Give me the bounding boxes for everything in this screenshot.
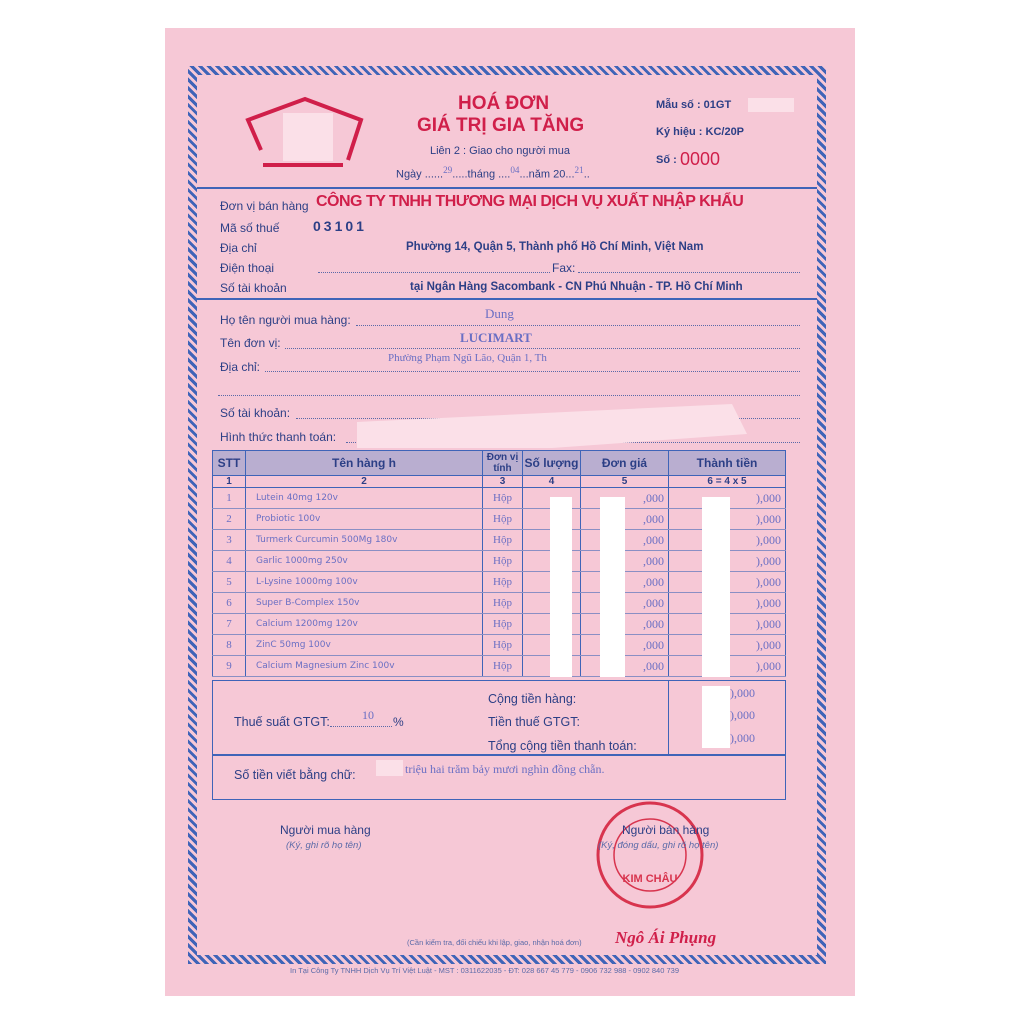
- table-row: [213, 572, 786, 593]
- row-product-name: Turmerk Curcumin 500Mg 180v: [246, 530, 483, 551]
- redaction: [600, 497, 625, 677]
- row-unit: Hộp: [483, 593, 523, 614]
- row-stt: 4: [213, 551, 246, 572]
- copy-label: Liên 2 : Giao cho người mua: [430, 145, 570, 157]
- row-stt: 6: [213, 593, 246, 614]
- year-value: 21: [574, 165, 584, 175]
- total-value: ),000: [730, 731, 755, 745]
- seller-phone-label: Điện thoại: [220, 261, 275, 275]
- col-unit: Đơn vị tính: [483, 451, 523, 476]
- seller-account-label: Số tài khoản: [220, 281, 287, 295]
- buyer-unit-label: Tên đơn vị:: [220, 336, 281, 350]
- printer-info: In Tại Công Ty TNHH Dịch Vụ Trí Việt Luật - MST : 0311622035 - ĐT: 028 667 45 779 - 0906 732 988 - 0902 840 739: [290, 966, 679, 975]
- col-number: 4: [523, 476, 581, 488]
- table-row: [213, 509, 786, 530]
- col-qty: Số lượng: [523, 451, 581, 476]
- total-label: Tổng cộng tiền thanh toán:: [488, 739, 637, 753]
- invoice-symbol: Ký hiệu : KC/20P: [656, 126, 745, 138]
- row-stt: 1: [213, 488, 246, 509]
- col-number: 1: [213, 476, 246, 488]
- fax-line: [578, 272, 800, 273]
- row-stt: 9: [213, 656, 246, 677]
- row-price: ,000: [581, 656, 669, 677]
- table-row: [213, 635, 786, 656]
- buyer-name: Dung: [485, 306, 514, 321]
- table-row: [213, 656, 786, 677]
- vat-rate-line: [330, 726, 392, 727]
- form-number: Mẫu số : 01GT: [656, 99, 732, 111]
- row-unit: Hộp: [483, 635, 523, 656]
- row-product-name: Super B-Complex 150v: [246, 593, 483, 614]
- redaction: [748, 98, 794, 112]
- row-product-name: ZinC 50mg 100v: [246, 635, 483, 656]
- invoice-number: 0000: [680, 149, 721, 169]
- row-unit: Hộp: [483, 530, 523, 551]
- seller-address: Phường 14, Quận 5, Thành phố Hồ Chí Minh, Việt Nam: [406, 241, 704, 253]
- vat-rate-value: 10: [362, 708, 374, 722]
- seller-bank: tại Ngân Hàng Sacombank - CN Phú Nhuận - TP. Hồ Chí Minh: [410, 281, 743, 293]
- vat-label: Tiền thuế GTGT:: [488, 715, 580, 729]
- table-row: [213, 593, 786, 614]
- subtotal-label: Cộng tiền hàng:: [488, 692, 577, 706]
- day-value: 29: [443, 165, 453, 175]
- buyer-unit-line: [285, 348, 800, 349]
- amount-in-words: triệu hai trăm bảy mươi nghìn đồng chẵn.: [405, 762, 605, 776]
- seller-signature-label: Người bán hàng: [622, 823, 710, 837]
- col-number: 5: [581, 476, 669, 488]
- row-price: ,000: [581, 509, 669, 530]
- seller-tax-label: Mã số thuế: [220, 221, 280, 235]
- row-amount: ),000: [669, 509, 786, 530]
- table-row: [213, 551, 786, 572]
- table-row: [213, 488, 786, 509]
- phone-line: [318, 272, 550, 273]
- month-value: 04: [510, 165, 520, 175]
- row-product-name: Lutein 40mg 120v: [246, 488, 483, 509]
- row-amount: ),000: [669, 614, 786, 635]
- seller-signer-name: Ngô Ái Phụng: [615, 928, 717, 947]
- row-price: ,000: [581, 614, 669, 635]
- redaction: [352, 404, 752, 448]
- row-amount: ),000: [669, 635, 786, 656]
- vat-rate-label: Thuế suất GTGT:: [234, 715, 330, 729]
- row-stt: 5: [213, 572, 246, 593]
- footer-note: (Cần kiểm tra, đối chiếu khi lập, giao, nhận hoá đơn): [407, 938, 582, 947]
- row-unit: Hộp: [483, 509, 523, 530]
- seller-fax-label: Fax:: [552, 261, 576, 275]
- subtotal-value: ),000: [730, 686, 755, 700]
- buyer-signature-label: Người mua hàng: [280, 823, 371, 837]
- buyer-address: Phường Phạm Ngũ Lão, Quận 1, Th: [388, 352, 547, 364]
- row-price: ,000: [581, 530, 669, 551]
- row-amount: ),000: [669, 488, 786, 509]
- row-stt: 8: [213, 635, 246, 656]
- row-unit: Hộp: [483, 572, 523, 593]
- buyer-name-label: Họ tên người mua hàng:: [220, 313, 351, 327]
- invoice-number-label: Số :: [656, 154, 677, 166]
- col-number: 3: [483, 476, 523, 488]
- row-price: ,000: [581, 572, 669, 593]
- row-amount: ),000: [669, 572, 786, 593]
- buyer-signature-note: (Ký, ghi rõ họ tên): [286, 840, 362, 851]
- row-stt: 7: [213, 614, 246, 635]
- seller-signature-note: (Ký, đóng dấu, ghi rõ họ tên): [598, 840, 719, 851]
- col-number: 6 = 4 x 5: [669, 476, 786, 488]
- redaction: [702, 686, 730, 748]
- items-table: [212, 450, 786, 677]
- row-product-name: Calcium 1200mg 120v: [246, 614, 483, 635]
- row-stt: 3: [213, 530, 246, 551]
- row-amount: ),000: [669, 530, 786, 551]
- row-price: ,000: [581, 488, 669, 509]
- invoice-title: HOÁ ĐƠN: [458, 93, 550, 114]
- company-logo-icon: [243, 95, 368, 170]
- row-unit: Hộp: [483, 551, 523, 572]
- invoice-subtitle: GIÁ TRỊ GIA TĂNG: [417, 115, 585, 136]
- row-product-name: Probiotic 100v: [246, 509, 483, 530]
- payment-method-label: Hình thức thanh toán:: [220, 430, 337, 444]
- col-name: Tên hàng h: [246, 451, 483, 476]
- amount-in-words-label: Số tiền viết bằng chữ:: [234, 768, 356, 782]
- month-label: tháng: [467, 168, 496, 181]
- row-unit: Hộp: [483, 614, 523, 635]
- col-number: 2: [246, 476, 483, 488]
- row-amount: ),000: [669, 656, 786, 677]
- row-price: ,000: [581, 635, 669, 656]
- table-row: [213, 530, 786, 551]
- col-amount: Thành tiền: [669, 451, 786, 476]
- day-label: Ngày: [396, 168, 422, 181]
- buyer-name-line: [356, 325, 800, 326]
- row-price: ,000: [581, 551, 669, 572]
- row-product-name: Garlic 1000mg 250v: [246, 551, 483, 572]
- buyer-address-label: Địa chỉ:: [220, 360, 261, 374]
- row-product-name: L-Lysine 1000mg 100v: [246, 572, 483, 593]
- row-amount: ),000: [669, 551, 786, 572]
- col-price: Đơn giá: [581, 451, 669, 476]
- col-stt: STT: [213, 451, 246, 476]
- row-amount: ),000: [669, 593, 786, 614]
- seller-name: CÔNG TY TNHH THƯƠNG MẠI DỊCH VỤ XUẤT NHẬP KHẨU: [316, 193, 744, 210]
- redaction: [376, 760, 403, 776]
- buyer-unit: LUCIMART: [460, 330, 532, 345]
- row-price: ,000: [581, 593, 669, 614]
- row-product-name: Calcium Magnesium Zinc 100v: [246, 656, 483, 677]
- seller-tax-code: 03101: [313, 218, 367, 234]
- row-unit: Hộp: [483, 656, 523, 677]
- row-unit: Hộp: [483, 488, 523, 509]
- company-stamp-icon: [595, 800, 705, 910]
- row-stt: 2: [213, 509, 246, 530]
- table-row: [213, 614, 786, 635]
- buyer-account-label: Số tài khoản:: [220, 406, 291, 420]
- buyer-address-line-2: [218, 395, 800, 396]
- invoice-date: Ngày ......$^{29}$.....tháng ....$^{04}$...năm 20...$^{21}$..: [396, 165, 590, 181]
- buyer-address-line: [265, 371, 800, 372]
- year-label: năm 20: [528, 168, 566, 181]
- seller-address-label: Địa chỉ: [220, 241, 257, 255]
- stamp-text: KIM CHÂU: [622, 873, 678, 885]
- vat-value: ),000: [730, 708, 755, 722]
- seller-name-label: Đơn vị bán hàng: [220, 199, 309, 213]
- redaction: [702, 497, 730, 677]
- divider: [197, 298, 817, 300]
- vat-rate-unit: %: [393, 715, 404, 729]
- redaction: [550, 497, 572, 677]
- divider: [197, 187, 817, 189]
